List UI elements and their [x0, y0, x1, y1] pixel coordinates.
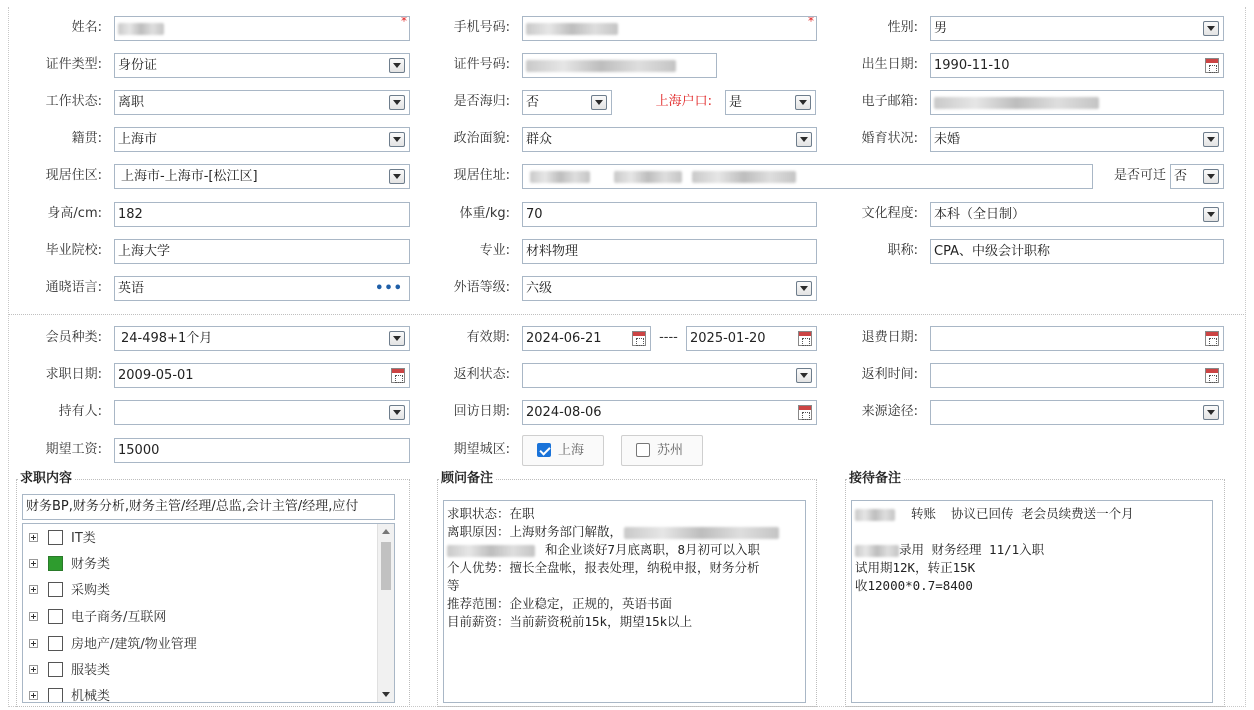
id-type-select[interactable]	[114, 53, 410, 78]
sh-hukou-value: 是	[729, 95, 743, 110]
work-status-value: 离职	[118, 95, 145, 110]
district-label: 现居住区:	[45, 168, 102, 183]
member-type-label: 会员种类:	[45, 330, 102, 345]
checkbox-icon[interactable]	[48, 688, 63, 703]
scroll-up-arrow-icon[interactable]	[382, 529, 390, 534]
source-label: 来源途径:	[861, 404, 918, 419]
note-text: 和企业谈好7月底离职，8月初可以入职	[545, 542, 761, 557]
email-field[interactable]	[930, 90, 1224, 115]
id-no-label: 证件号码:	[453, 57, 510, 72]
source-select[interactable]	[930, 400, 1224, 425]
refund-date-field[interactable]	[930, 326, 1224, 351]
rebate-time-label: 返利时间:	[861, 367, 918, 382]
work-status-label: 工作状态:	[45, 94, 102, 109]
district-value: 上海市-上海市-[松江区]	[121, 169, 258, 184]
id-type-label: 证件类型:	[45, 57, 102, 72]
phone-field[interactable]	[522, 16, 817, 41]
calendar-icon[interactable]	[1205, 58, 1219, 73]
overseas-label: 是否海归:	[453, 94, 510, 109]
height-value: 182	[118, 207, 143, 222]
height-label: 身高/cm:	[47, 206, 102, 221]
note-line: 求职状态：在职	[447, 506, 535, 521]
chevron-down-icon[interactable]	[795, 95, 811, 110]
tree-item[interactable]	[29, 526, 96, 552]
redacted-text	[855, 509, 895, 521]
redacted-name	[118, 23, 164, 35]
education-label: 文化程度:	[861, 206, 918, 221]
job-date-field[interactable]	[114, 363, 410, 388]
chevron-down-icon[interactable]	[591, 95, 607, 110]
email-label: 电子邮箱:	[861, 94, 918, 109]
relocate-value: 否	[1174, 169, 1188, 184]
marital-value: 未婚	[934, 132, 961, 147]
valid-label: 有效期:	[466, 330, 510, 345]
job-content-title: 求职内容	[20, 471, 73, 486]
required-mark: *	[808, 16, 814, 28]
note-line: 试用期12K，转正15K	[855, 560, 976, 575]
chevron-down-icon[interactable]	[1203, 169, 1219, 184]
education-value: 本科（全日制）	[934, 207, 1026, 222]
sh-hukou-label: 上海户口:	[655, 94, 712, 109]
tree-scrollbar[interactable]	[377, 524, 394, 702]
calendar-icon[interactable]	[798, 331, 812, 346]
calendar-icon[interactable]	[632, 331, 646, 346]
height-field[interactable]	[114, 202, 410, 227]
tree-item-label: 电子商务/互联网	[71, 610, 167, 625]
tree-item[interactable]	[29, 684, 110, 703]
calendar-icon[interactable]	[1205, 331, 1219, 346]
redacted-address	[692, 171, 796, 183]
more-icon[interactable]: •••	[375, 281, 403, 296]
birth-date-field[interactable]	[930, 53, 1224, 78]
rebate-status-select[interactable]	[522, 363, 817, 388]
valid-separator: ----	[659, 330, 678, 345]
checkbox-icon[interactable]	[48, 609, 63, 624]
tree-item-label: 采购类	[71, 583, 111, 598]
calendar-icon[interactable]	[1205, 368, 1219, 383]
lang-level-label: 外语等级:	[453, 280, 510, 295]
job-summary-field[interactable]	[22, 494, 395, 520]
school-label: 毕业院校:	[45, 243, 102, 258]
chevron-down-icon[interactable]	[389, 132, 405, 147]
school-value: 上海大学	[118, 244, 171, 259]
overseas-value: 否	[526, 95, 540, 110]
job-date-value: 2009-05-01	[118, 368, 194, 383]
major-field[interactable]	[522, 239, 817, 264]
calendar-icon[interactable]	[391, 368, 405, 383]
consultant-notes-textarea[interactable]	[443, 500, 806, 703]
tree-item[interactable]	[29, 552, 110, 578]
language-field[interactable]	[114, 276, 410, 301]
weight-value: 70	[526, 207, 543, 222]
chevron-down-icon[interactable]	[389, 58, 405, 73]
note-text: 转账 协议已回传 老会员续费送一个月	[911, 506, 1134, 521]
expand-icon[interactable]	[29, 559, 38, 568]
tree-item[interactable]	[29, 605, 166, 631]
note-line: 目前薪资：当前薪资税前15k，期望15k以上	[447, 614, 693, 629]
native-value: 上海市	[118, 132, 158, 147]
politics-label: 政治面貌:	[453, 131, 510, 146]
tree-item-label: 服装类	[71, 663, 111, 678]
note-line: 等	[447, 578, 460, 593]
section-divider	[8, 314, 1246, 315]
rebate-status-label: 返利状态:	[453, 367, 510, 382]
sh-hukou-select[interactable]	[725, 90, 816, 115]
redacted-address	[614, 171, 682, 183]
salary-label: 期望工资:	[45, 442, 102, 457]
chevron-down-icon[interactable]	[389, 405, 405, 420]
scroll-thumb[interactable]	[381, 542, 391, 590]
chevron-down-icon[interactable]	[1203, 21, 1219, 36]
name-field[interactable]	[114, 16, 410, 41]
note-text: 离职原因：上海财务部门解散，	[447, 524, 623, 539]
note-line: 个人优势：擅长全盘帐，报表处理，纳税申报，财务分析	[447, 560, 760, 575]
birth-label: 出生日期:	[861, 57, 918, 72]
reception-notes-textarea[interactable]	[851, 500, 1213, 703]
expand-icon[interactable]	[29, 533, 38, 542]
lang-level-select[interactable]	[522, 276, 817, 301]
chevron-down-icon[interactable]	[389, 95, 405, 110]
redacted-address	[530, 171, 590, 183]
valid-to-value: 2025-01-20	[690, 331, 766, 346]
chevron-down-icon[interactable]	[796, 281, 812, 296]
tree-item[interactable]	[29, 632, 197, 658]
gender-select[interactable]	[930, 16, 1224, 41]
tree-item-label: 房地产/建筑/物业管理	[71, 637, 197, 652]
note-line: 推荐范围：企业稳定，正规的，英语书面	[447, 596, 673, 611]
salary-value: 15000	[118, 443, 160, 458]
language-value: 英语	[118, 281, 145, 296]
note-line: 收12000*0.7=8400	[855, 578, 973, 593]
redacted-text	[855, 545, 899, 557]
revisit-date-field[interactable]	[522, 400, 817, 425]
expand-icon[interactable]	[29, 585, 38, 594]
valid-from-field[interactable]	[522, 326, 651, 351]
gender-label: 性别:	[887, 20, 918, 35]
native-label: 籍贯:	[71, 131, 102, 146]
checkbox-icon[interactable]	[636, 443, 650, 457]
redacted-text	[624, 527, 779, 539]
job-date-label: 求职日期:	[45, 367, 102, 382]
calendar-icon[interactable]	[798, 405, 812, 420]
tree-item[interactable]	[29, 658, 110, 684]
redacted-id-no	[526, 60, 676, 72]
note-line	[447, 541, 802, 559]
city-option-shanghai[interactable]	[522, 435, 604, 466]
chevron-down-icon[interactable]	[1203, 405, 1219, 420]
overseas-select[interactable]	[522, 90, 612, 115]
expand-icon[interactable]	[29, 665, 38, 674]
expand-icon[interactable]	[29, 639, 38, 648]
holder-select[interactable]	[114, 400, 410, 425]
refund-date-label: 退费日期:	[861, 330, 918, 345]
note-line	[447, 523, 802, 541]
rebate-time-field[interactable]	[930, 363, 1224, 388]
language-label: 通晓语言:	[45, 280, 102, 295]
scroll-down-arrow-icon[interactable]	[382, 692, 390, 697]
job-category-tree[interactable]	[22, 523, 395, 703]
phone-label: 手机号码:	[453, 20, 510, 35]
checkbox-partial-icon[interactable]	[48, 556, 63, 571]
tree-item[interactable]	[29, 578, 110, 604]
checkbox-icon[interactable]	[48, 636, 63, 651]
address-label: 现居住址:	[453, 168, 510, 183]
expand-icon[interactable]	[29, 612, 38, 621]
redacted-phone	[526, 23, 618, 35]
school-field[interactable]	[114, 239, 410, 264]
relocate-select[interactable]	[1170, 164, 1224, 189]
name-label: 姓名:	[71, 20, 102, 35]
education-select[interactable]	[930, 202, 1224, 227]
politics-select[interactable]	[522, 127, 817, 152]
city-option-label: 苏州	[657, 443, 684, 458]
holder-label: 持有人:	[58, 404, 102, 419]
chevron-down-icon[interactable]	[389, 169, 405, 184]
id-no-field[interactable]	[522, 53, 717, 78]
lang-level-value: 六级	[526, 281, 553, 296]
redacted-email	[934, 97, 1099, 109]
tree-item-label: 财务类	[71, 557, 111, 572]
chevron-down-icon[interactable]	[389, 331, 405, 346]
id-type-value: 身份证	[118, 58, 158, 73]
chevron-down-icon[interactable]	[796, 368, 812, 383]
consultant-notes-title: 顾问备注	[441, 471, 494, 486]
chevron-down-icon[interactable]	[1203, 132, 1219, 147]
city-option-suzhou[interactable]	[621, 435, 703, 466]
valid-from-value: 2024-06-21	[526, 331, 602, 346]
checkbox-icon[interactable]	[48, 662, 63, 677]
marital-select[interactable]	[930, 127, 1224, 152]
chevron-down-icon[interactable]	[796, 132, 812, 147]
note-text: 录用 财务经理 11/1入职	[899, 542, 1045, 557]
job-title-field[interactable]	[930, 239, 1224, 264]
birth-value: 1990-11-10	[934, 58, 1010, 73]
address-field[interactable]	[522, 164, 1093, 189]
weight-label: 体重/kg:	[459, 206, 510, 221]
marital-label: 婚育状况:	[861, 131, 918, 146]
member-type-select[interactable]	[114, 326, 410, 351]
note-line	[855, 541, 1209, 559]
revisit-label: 回访日期:	[453, 404, 510, 419]
chevron-down-icon[interactable]	[1203, 207, 1219, 222]
tree-item-label: 机械类	[71, 689, 111, 703]
relocate-label: 是否可迁	[1113, 168, 1166, 183]
revisit-value: 2024-08-06	[526, 405, 602, 420]
job-summary-value: 财务BP,财务分析,财务主管/经理/总监,会计主管/经理,应付	[26, 499, 359, 514]
note-line	[855, 505, 1209, 523]
city-label: 期望城区:	[453, 442, 510, 457]
checkbox-checked-icon[interactable]	[537, 443, 551, 457]
tree-item-label: IT类	[71, 531, 96, 546]
gender-value: 男	[934, 21, 948, 36]
title-label: 职称:	[887, 243, 918, 258]
member-type-value: 24-498+1个月	[121, 331, 213, 346]
expand-icon[interactable]	[29, 691, 38, 700]
checkbox-icon[interactable]	[48, 582, 63, 597]
required-mark: *	[401, 16, 407, 28]
major-label: 专业:	[479, 243, 510, 258]
weight-field[interactable]	[522, 202, 817, 227]
note-line	[855, 523, 1209, 541]
work-status-select[interactable]	[114, 90, 410, 115]
reception-notes-title: 接待备注	[849, 471, 902, 486]
checkbox-icon[interactable]	[48, 530, 63, 545]
valid-to-field[interactable]	[686, 326, 817, 351]
salary-field[interactable]	[114, 438, 410, 463]
native-select[interactable]	[114, 127, 410, 152]
job-title-value: CPA、中级会计职称	[934, 244, 1050, 259]
politics-value: 群众	[526, 132, 553, 147]
major-value: 材料物理	[526, 244, 579, 259]
district-select[interactable]	[114, 164, 410, 189]
city-option-label: 上海	[558, 443, 585, 458]
redacted-text	[447, 545, 535, 557]
